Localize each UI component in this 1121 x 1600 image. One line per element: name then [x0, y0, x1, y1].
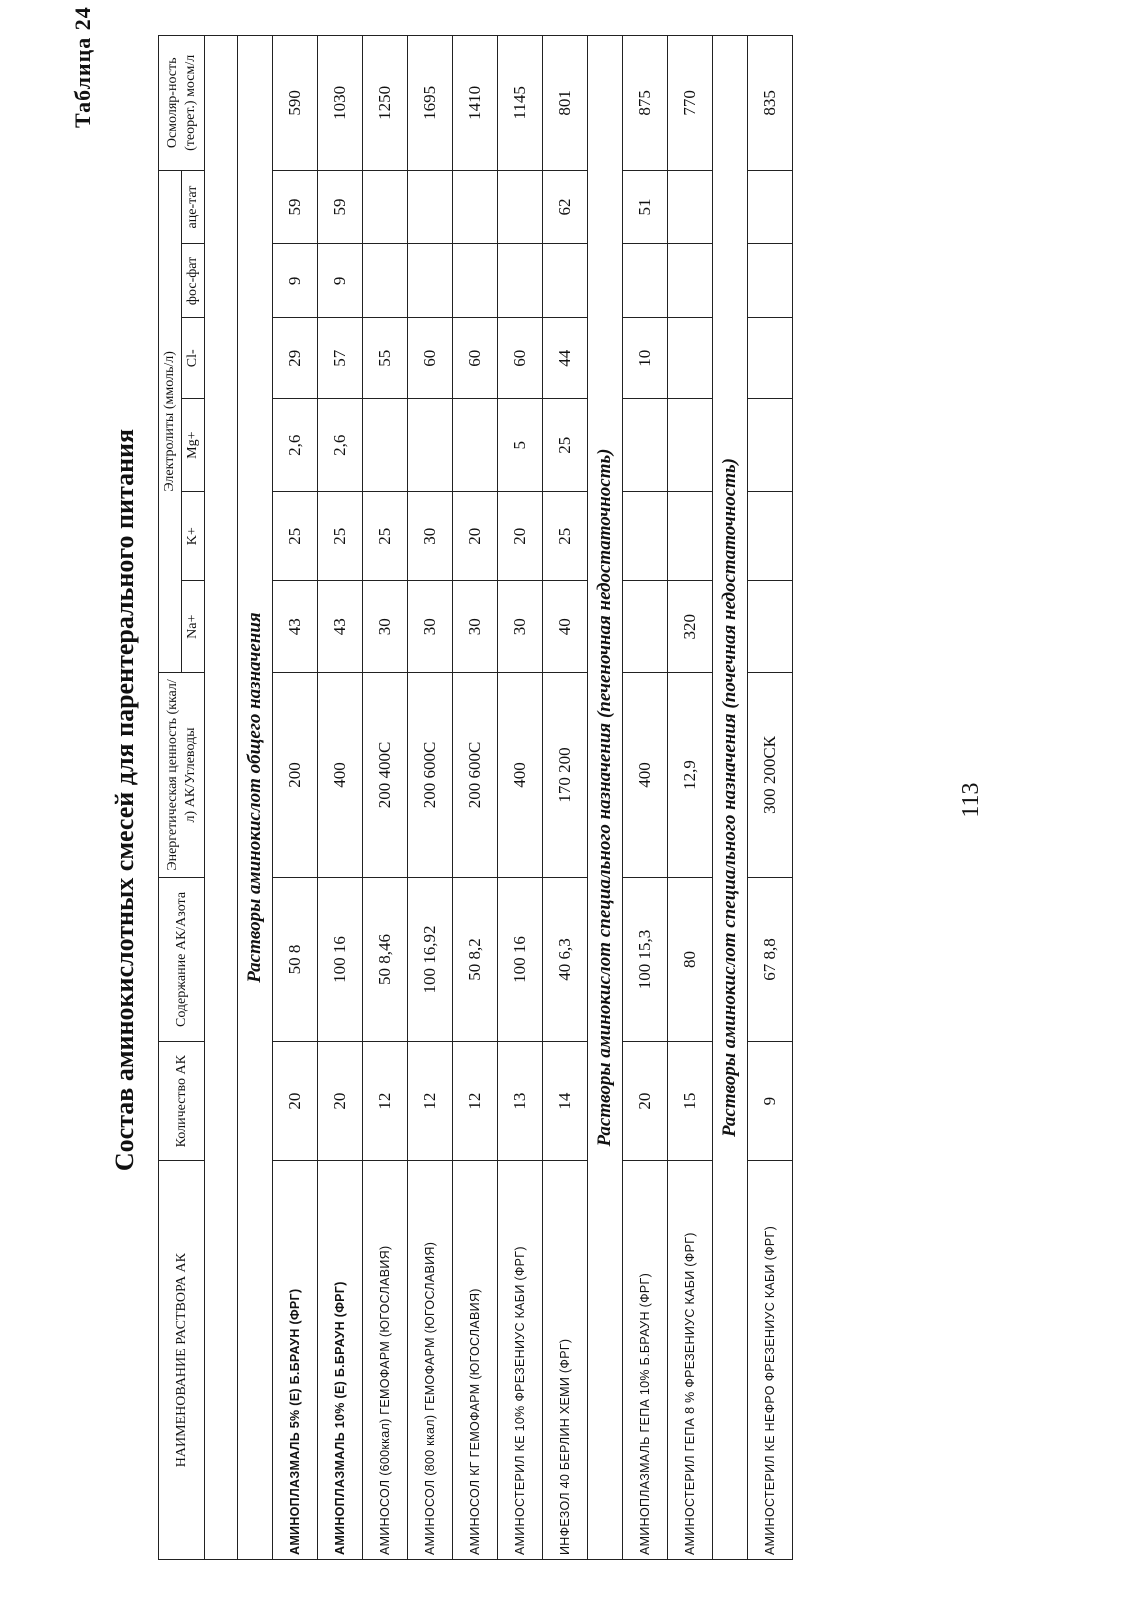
cell-osm: 1250	[363, 36, 408, 171]
table-row	[748, 36, 793, 1560]
cell-qty: 20	[318, 1042, 363, 1161]
cell-k	[748, 492, 793, 581]
cell-mg	[363, 399, 408, 492]
cell-mg	[623, 399, 668, 492]
cell-cl	[668, 318, 713, 399]
solution-name: АМИНОСТЕРИЛ КЕ НЕФРО ФРЕЗЕНИУС КАБИ (ФРГ)	[748, 1161, 793, 1560]
cell-content: 50 8,46	[363, 877, 408, 1041]
cell-acet	[408, 170, 453, 244]
cell-na: 43	[273, 581, 318, 673]
cell-k: 25	[363, 492, 408, 581]
cell-na	[748, 581, 793, 673]
table-row	[498, 36, 543, 1560]
cell-energy: 200 600С	[408, 673, 453, 878]
cell-phos	[408, 244, 453, 318]
cell-content: 100 16	[498, 877, 543, 1041]
cell-cl: 44	[543, 318, 588, 399]
cell-acet: 59	[273, 170, 318, 244]
cell-phos: 9	[273, 244, 318, 318]
cell-energy: 200 400С	[363, 673, 408, 878]
header-cl: Cl-	[182, 318, 205, 399]
cell-mg	[453, 399, 498, 492]
cell-na: 30	[498, 581, 543, 673]
table-body	[238, 36, 793, 1560]
solution-name: АМИНОСОЛ КГ ГЕМОФАРМ (ЮГОСЛАВИЯ)	[453, 1161, 498, 1560]
cell-phos	[453, 244, 498, 318]
cell-k	[623, 492, 668, 581]
cell-qty: 9	[748, 1042, 793, 1161]
cell-acet	[668, 170, 713, 244]
page-number: 113	[958, 782, 984, 818]
cell-content: 100 16	[318, 877, 363, 1041]
cell-acet: 62	[543, 170, 588, 244]
cell-content: 50 8	[273, 877, 318, 1041]
header-acetate: аце-тат	[182, 170, 205, 244]
blank-row	[205, 36, 238, 1560]
cell-qty: 12	[363, 1042, 408, 1161]
cell-acet	[748, 170, 793, 244]
cell-content: 67 8,8	[748, 877, 793, 1041]
cell-na: 43	[318, 581, 363, 673]
cell-qty: 20	[273, 1042, 318, 1161]
cell-qty: 12	[408, 1042, 453, 1161]
cell-qty: 20	[623, 1042, 668, 1161]
cell-osm: 770	[668, 36, 713, 171]
cell-osm: 1695	[408, 36, 453, 171]
header-electrolytes: Электролиты (ммоль/л)	[159, 170, 182, 672]
cell-energy: 200	[273, 673, 318, 878]
cell-na: 40	[543, 581, 588, 673]
cell-cl: 29	[273, 318, 318, 399]
header-na: Na+	[182, 581, 205, 673]
cell-k: 20	[498, 492, 543, 581]
cell-cl: 57	[318, 318, 363, 399]
cell-cl: 55	[363, 318, 408, 399]
cell-mg: 25	[543, 399, 588, 492]
cell-osm: 835	[748, 36, 793, 171]
cell-k: 25	[273, 492, 318, 581]
section-title: Растворы аминокислот специального назначения (почечная недостаточность)	[713, 36, 748, 1560]
cell-acet	[363, 170, 408, 244]
cell-cl: 60	[408, 318, 453, 399]
cell-na: 30	[453, 581, 498, 673]
header-content: Содержание АК/Азота	[159, 877, 205, 1041]
table-row	[543, 36, 588, 1560]
table-row	[453, 36, 498, 1560]
header-qty: Количество АК	[159, 1042, 205, 1161]
cell-qty: 14	[543, 1042, 588, 1161]
section-row	[238, 36, 273, 1560]
section-row	[713, 36, 748, 1560]
cell-mg	[748, 399, 793, 492]
cell-content: 100 15,3	[623, 877, 668, 1041]
cell-acet	[453, 170, 498, 244]
cell-phos	[363, 244, 408, 318]
cell-mg: 2,6	[318, 399, 363, 492]
cell-phos	[623, 244, 668, 318]
cell-energy: 200 600С	[453, 673, 498, 878]
solution-name: АМИНОСТЕРИЛ КЕ 10% ФРЕЗЕНИУС КАБИ (ФРГ)	[498, 1161, 543, 1560]
cell-k: 25	[318, 492, 363, 581]
cell-qty: 12	[453, 1042, 498, 1161]
table-row	[363, 36, 408, 1560]
cell-content: 100 16,92	[408, 877, 453, 1041]
cell-cl: 10	[623, 318, 668, 399]
cell-acet: 59	[318, 170, 363, 244]
header-phosphate: фос-фат	[182, 244, 205, 318]
cell-cl: 60	[498, 318, 543, 399]
cell-phos: 9	[318, 244, 363, 318]
header-name: НАИМЕНОВАНИЕ РАСТВОРА АК	[159, 1161, 205, 1560]
cell-na: 320	[668, 581, 713, 673]
table-row	[318, 36, 363, 1560]
header-mg: Mg+	[182, 399, 205, 492]
cell-k: 25	[543, 492, 588, 581]
cell-na: 30	[363, 581, 408, 673]
header-energy: Энергетическая ценность (ккал/л) АК/Углеводы	[159, 673, 205, 878]
cell-osm: 1145	[498, 36, 543, 171]
cell-osm: 1030	[318, 36, 363, 171]
cell-k	[668, 492, 713, 581]
cell-mg	[408, 399, 453, 492]
cell-content: 50 8,2	[453, 877, 498, 1041]
cell-energy: 170 200	[543, 673, 588, 878]
cell-energy: 400	[623, 673, 668, 878]
table-row	[668, 36, 713, 1560]
cell-mg: 2,6	[273, 399, 318, 492]
section-title: Растворы аминокислот общего назначения	[238, 36, 273, 1560]
table-row	[273, 36, 318, 1560]
cell-energy: 400	[318, 673, 363, 878]
cell-osm: 875	[623, 36, 668, 171]
cell-energy: 12,9	[668, 673, 713, 878]
cell-cl: 60	[453, 318, 498, 399]
cell-na: 30	[408, 581, 453, 673]
cell-energy: 400	[498, 673, 543, 878]
cell-content: 80	[668, 877, 713, 1041]
cell-na	[623, 581, 668, 673]
cell-cl	[748, 318, 793, 399]
solution-name: ИНФЕЗОЛ 40 БЕРЛИН ХЕМИ (ФРГ)	[543, 1161, 588, 1560]
cell-acet	[498, 170, 543, 244]
cell-k: 30	[408, 492, 453, 581]
cell-mg	[668, 399, 713, 492]
cell-phos	[498, 244, 543, 318]
solution-name: АМИНОСОЛ (800 ккал) ГЕМОФАРМ (ЮГОСЛАВИЯ)	[408, 1161, 453, 1560]
cell-qty: 13	[498, 1042, 543, 1161]
header-k: K+	[182, 492, 205, 581]
cell-phos	[748, 244, 793, 318]
cell-phos	[668, 244, 713, 318]
cell-energy: 300 200СК	[748, 673, 793, 878]
cell-qty: 15	[668, 1042, 713, 1161]
cell-osm: 801	[543, 36, 588, 171]
solution-name: АМИНОСТЕРИЛ ГЕПА 8 % ФРЕЗЕНИУС КАБИ (ФРГ)	[668, 1161, 713, 1560]
cell-content: 40 6,3	[543, 877, 588, 1041]
solution-name: АМИНОПЛАЗМАЛЬ ГЕПА 10% Б.БРАУН (ФРГ)	[623, 1161, 668, 1560]
page-title: Состав аминокислотных смесей для парентерального питания	[110, 428, 139, 1172]
amino-acid-table	[158, 35, 793, 1560]
cell-osm: 590	[273, 36, 318, 171]
table-row	[408, 36, 453, 1560]
cell-osm: 1410	[453, 36, 498, 171]
section-title: Растворы аминокислот специального назначения (печеночная недостаточность)	[588, 36, 623, 1560]
table-row	[623, 36, 668, 1560]
section-row	[588, 36, 623, 1560]
solution-name: АМИНОСОЛ (600ккал) ГЕМОФАРМ (ЮГОСЛАВИЯ)	[363, 1161, 408, 1560]
cell-k: 20	[453, 492, 498, 581]
solution-name: АМИНОПЛАЗМАЛЬ 5% (Е) Б.БРАУН (ФРГ)	[273, 1161, 318, 1560]
table-label: Таблица 24	[70, 6, 95, 128]
cell-phos	[543, 244, 588, 318]
cell-mg: 5	[498, 399, 543, 492]
solution-name: АМИНОПЛАЗМАЛЬ 10% (Е) Б.БРАУН (ФРГ)	[318, 1161, 363, 1560]
header-osm: Осмоляр-ность (теорет.) мосм/л	[159, 36, 205, 171]
cell-acet: 51	[623, 170, 668, 244]
